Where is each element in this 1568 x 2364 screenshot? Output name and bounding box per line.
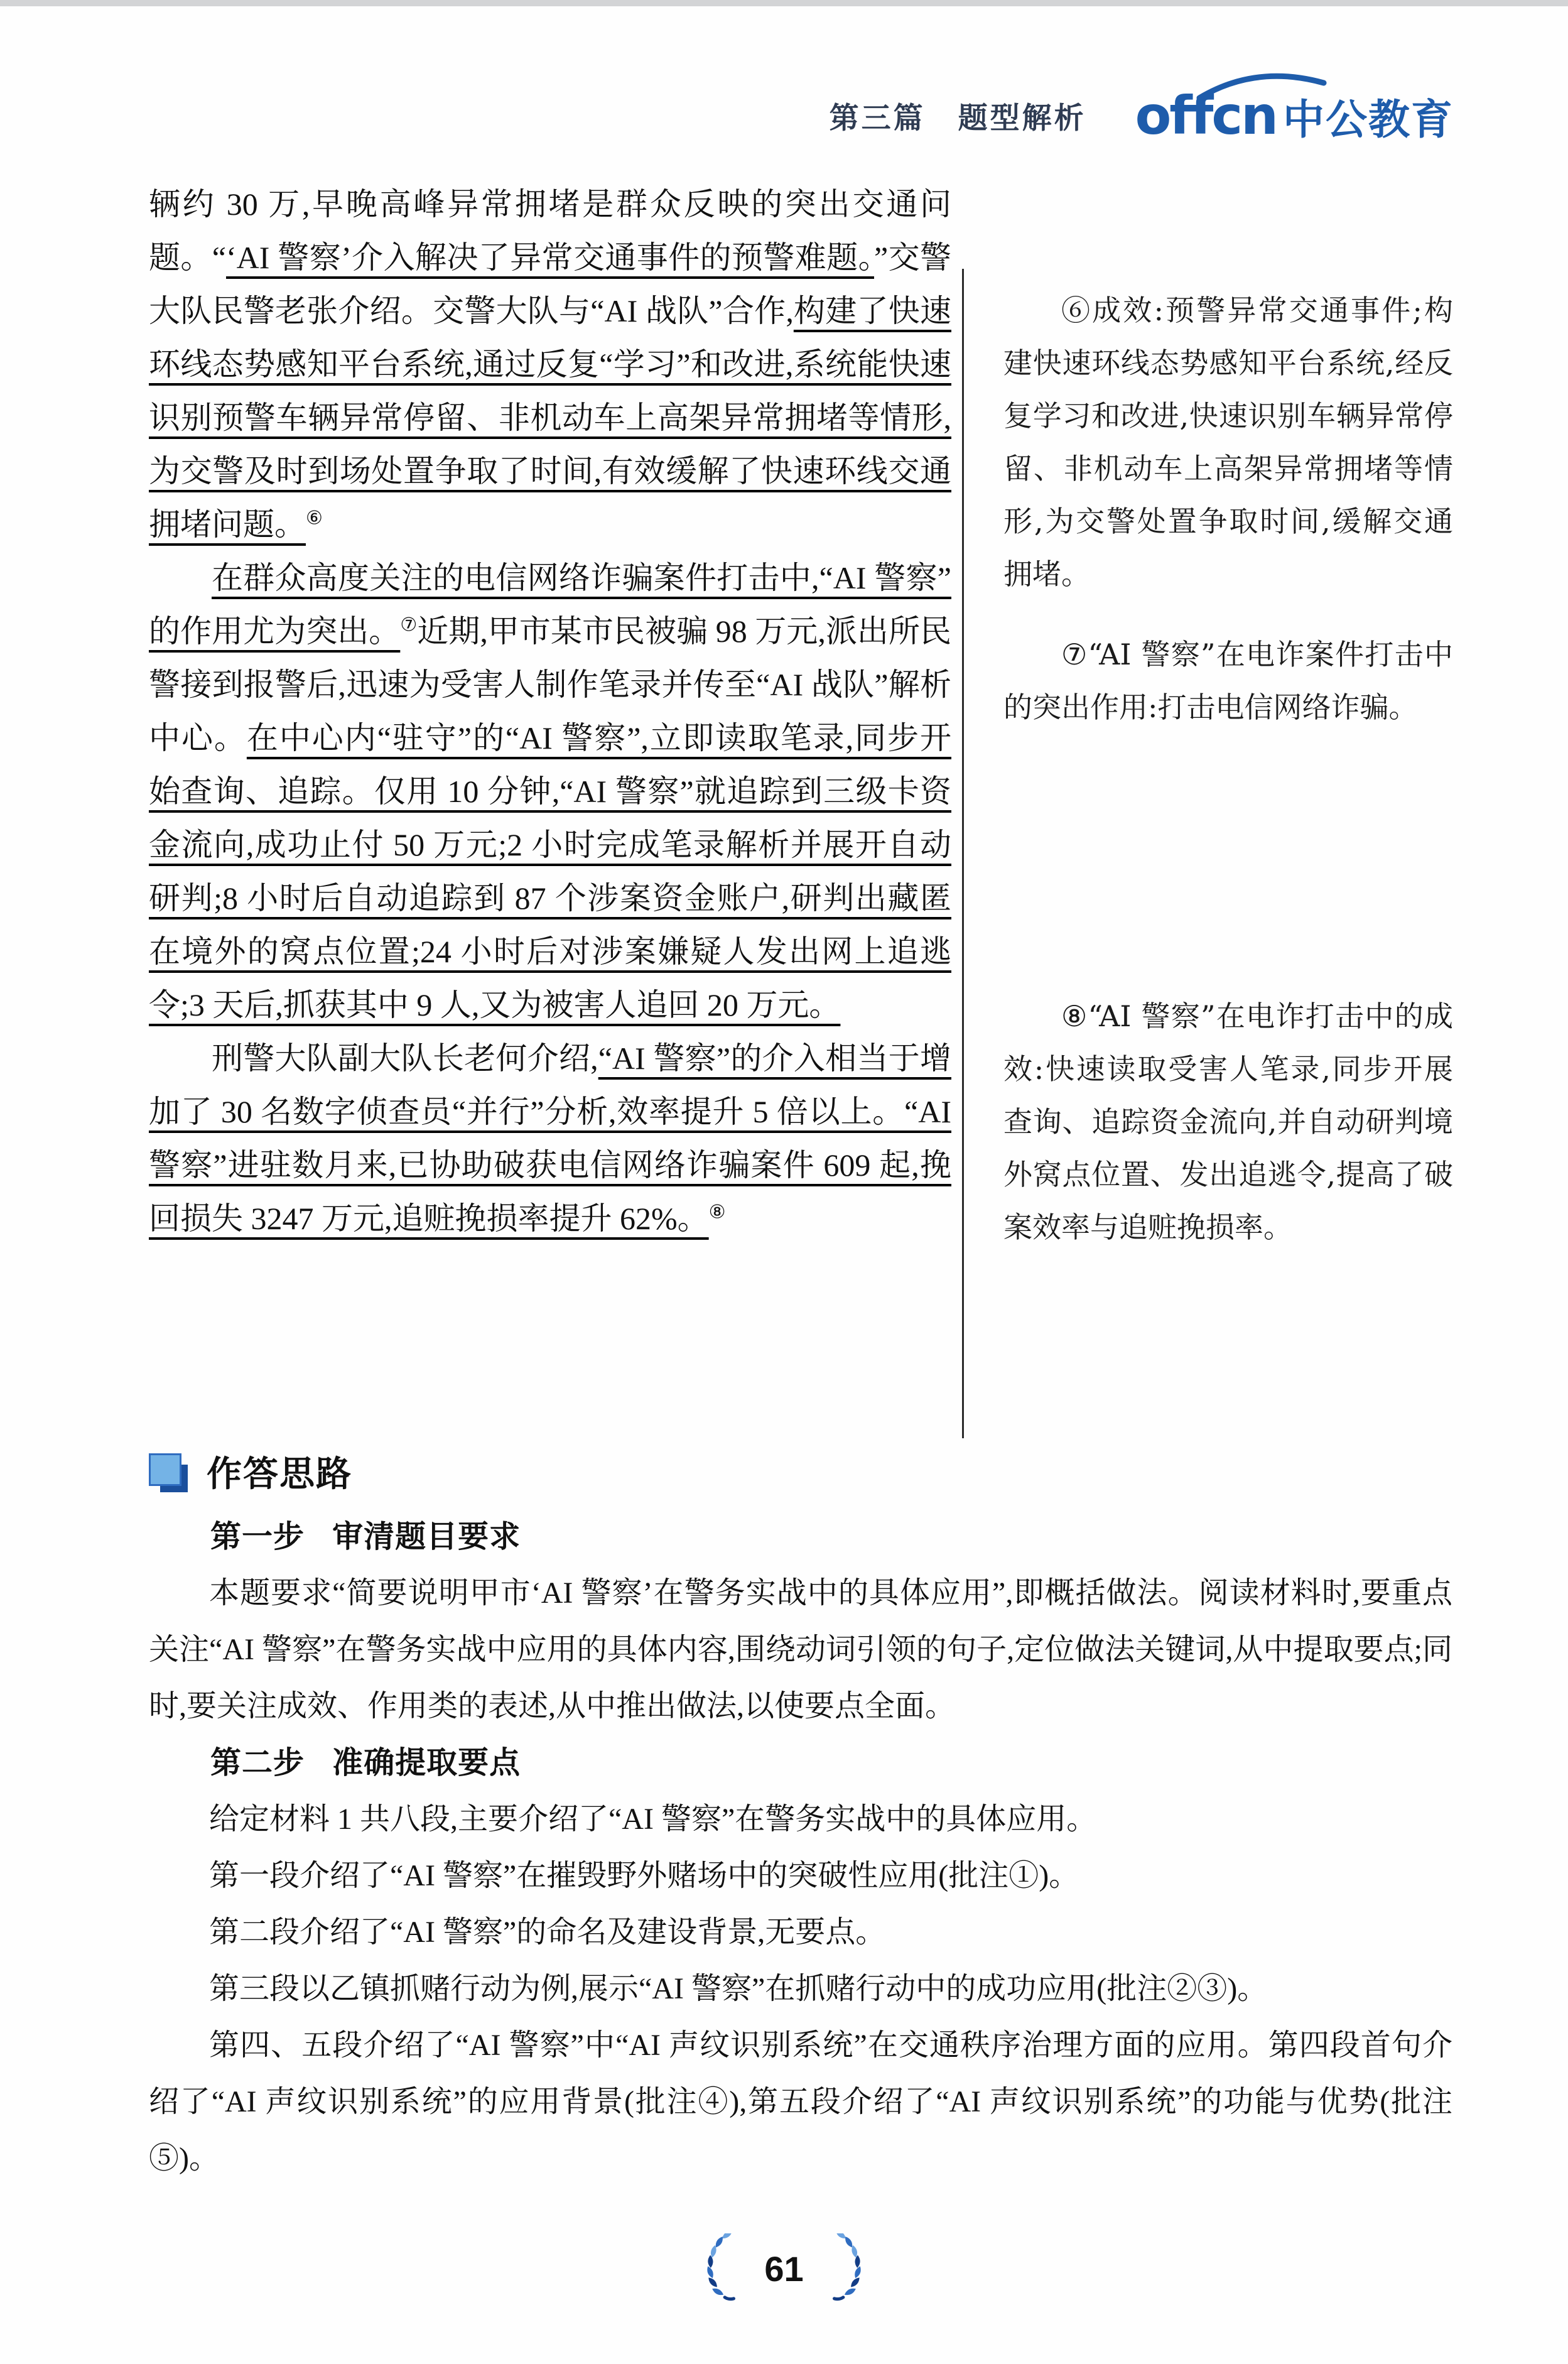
- text-segment: 构建了快速环线态势感知平台系统,通过反复“学习”和改进,系统能快速识别预警车辆异常停留、非机动车上高架异常拥堵等情形,为交警及时到场处置争取了时间,有效缓解了快速环线交通拥堵问题。: [149, 293, 951, 542]
- margin-note: ⑦“AI 警察”在电诈案件打击中的突出作用:打击电信网络诈骗。: [1003, 637, 1453, 724]
- text-segment: “AI 警察”的介入相当于增加了 30 名数字侦查员“并行”分析,效率提升 5 倍以上。“AI 警察”进驻数月来,已协助破获电信网络诈骗案件 609 起,挽回损失 3247 万元,追赃挽损率提升 62%。: [149, 1041, 951, 1236]
- logo-swoosh-icon: [1196, 73, 1327, 100]
- step-title: [149, 1509, 1452, 1565]
- part-title: 题型解析: [958, 100, 1086, 134]
- text-segment: ”交警大队民警老张介绍。交警大队与“AI 战队”合作,: [149, 240, 951, 328]
- scan-edge: [0, 0, 1568, 6]
- answer-section-heading: 作答思路: [207, 1454, 352, 1494]
- step-paragraph: 本题要求“简要说明甲市‘AI 警察’在警务实战中的具体应用”,即概括做法。阅读材料时,要重点关注“AI 警察”在警务实战中应用的具体内容,围绕动词引领的句子,定位做法关键词,从中提取要点;同时,要关注成效、作用类的表述,从中推出做法,以使要点全面。: [149, 1576, 1452, 1723]
- text-segment: 在中心内“驻守”的“AI 警察”,立即读取笔录,同步开始查询、追踪。仅用 10 分钟,“AI 警察”就追踪到三级卡资金流向,成功止付 50 万元;2 小时完成笔录解析并展开自动研判;8 小时后自动追踪到 87 个涉案资金账户,研判出藏匿在境外的窝点位置;24 小时后对涉案嫌疑人发出网上追逃令;3 天后,抓获其中 9 人,又为被害人追回 20 万元。: [149, 720, 952, 1022]
- logo-latin: offcn: [1135, 85, 1277, 146]
- footnote-ref: ⑧: [708, 1201, 726, 1223]
- overlapping-squares-icon: [149, 1453, 190, 1495]
- column-divider: [962, 269, 964, 1438]
- page-header: [829, 85, 1454, 146]
- material-paragraph: [149, 1032, 951, 1245]
- answer-section: [149, 1440, 1452, 2187]
- step-paragraph: 第四、五段介绍了“AI 警察”中“AI 声纹识别系统”在交通秩序治理方面的应用。第四段首句介绍了“AI 声纹识别系统”的应用背景(批注④),第五段介绍了“AI 声纹识别系统”的功能与优势(批注⑤)。: [149, 2029, 1452, 2175]
- laurel-left-icon: [699, 2233, 738, 2304]
- step-paragraph: 给定材料 1 共八段,主要介绍了“AI 警察”在警务实战中的具体应用。: [209, 1803, 1097, 1836]
- step-name: 审清题目要求: [332, 1520, 521, 1554]
- page-footer: [0, 2233, 1568, 2304]
- step-title: [149, 1735, 1452, 1791]
- part-label: 第三篇: [829, 100, 926, 134]
- footnote-ref: ⑦: [400, 614, 418, 636]
- text-segment: ‘AI 警察’介入解决了异常交通事件的预警难题。: [226, 240, 874, 275]
- step-paragraph: 第二段介绍了“AI 警察”的命名及建设背景,无要点。: [209, 1916, 886, 1949]
- text-segment: 近期,甲市某市民被骗 98 万元,派出所民警接到报警后,迅速为受害人制作笔录并传至“AI 战队”解析中心。: [149, 614, 951, 756]
- margin-note: ⑧“AI 警察”在电诈打击中的成效:快速读取受害人笔录,同步开展查询、追踪资金流向,并自动研判境外窝点位置、发出追逃令,提高了破案效率与追赃挽损率。: [1003, 999, 1453, 1244]
- step-label: 第二步: [210, 1746, 305, 1780]
- laurel-right-icon: [830, 2233, 869, 2304]
- step-name: 准确提取要点: [332, 1746, 521, 1780]
- text-segment: 在群众高度关注的电信网络诈骗案件打击中,“AI 警察”的作用尤为突出。: [149, 560, 951, 649]
- margin-note: ⑥成效:预警异常交通事件;构建快速环线态势感知平台系统,经反复学习和改进,快速识别车辆异常停留、非机动车上高架异常拥堵等情形,为交警处置争取时间,缓解交通拥堵。: [1003, 293, 1453, 591]
- answer-section-header: [149, 1440, 1452, 1509]
- text-segment: 辆约 30 万,早晚高峰异常拥堵是群众反映的突出交通问题。“: [149, 187, 951, 275]
- logo-cn: 中公教育: [1283, 96, 1454, 143]
- material-column: [149, 178, 951, 1245]
- material-paragraph: [149, 178, 951, 551]
- offcn-logo: [1135, 85, 1454, 146]
- answer-steps: [149, 1509, 1452, 2187]
- footnote-ref: ⑥: [306, 507, 323, 529]
- margin-notes-column: [1003, 284, 1453, 1254]
- step-label: 第一步: [210, 1520, 305, 1554]
- step-paragraph: 第一段介绍了“AI 警察”在摧毁野外赌场中的突破性应用(批注①)。: [209, 1859, 1079, 1892]
- text-segment: 刑警大队副大队长老何介绍,: [212, 1041, 598, 1076]
- material-paragraph: [149, 551, 951, 1032]
- step-paragraph: 第三段以乙镇抓赌行动为例,展示“AI 警察”在抓赌行动中的成功应用(批注②③)。: [209, 1972, 1268, 2005]
- page-number: 61: [764, 2248, 804, 2289]
- icon-light-square: [149, 1453, 181, 1486]
